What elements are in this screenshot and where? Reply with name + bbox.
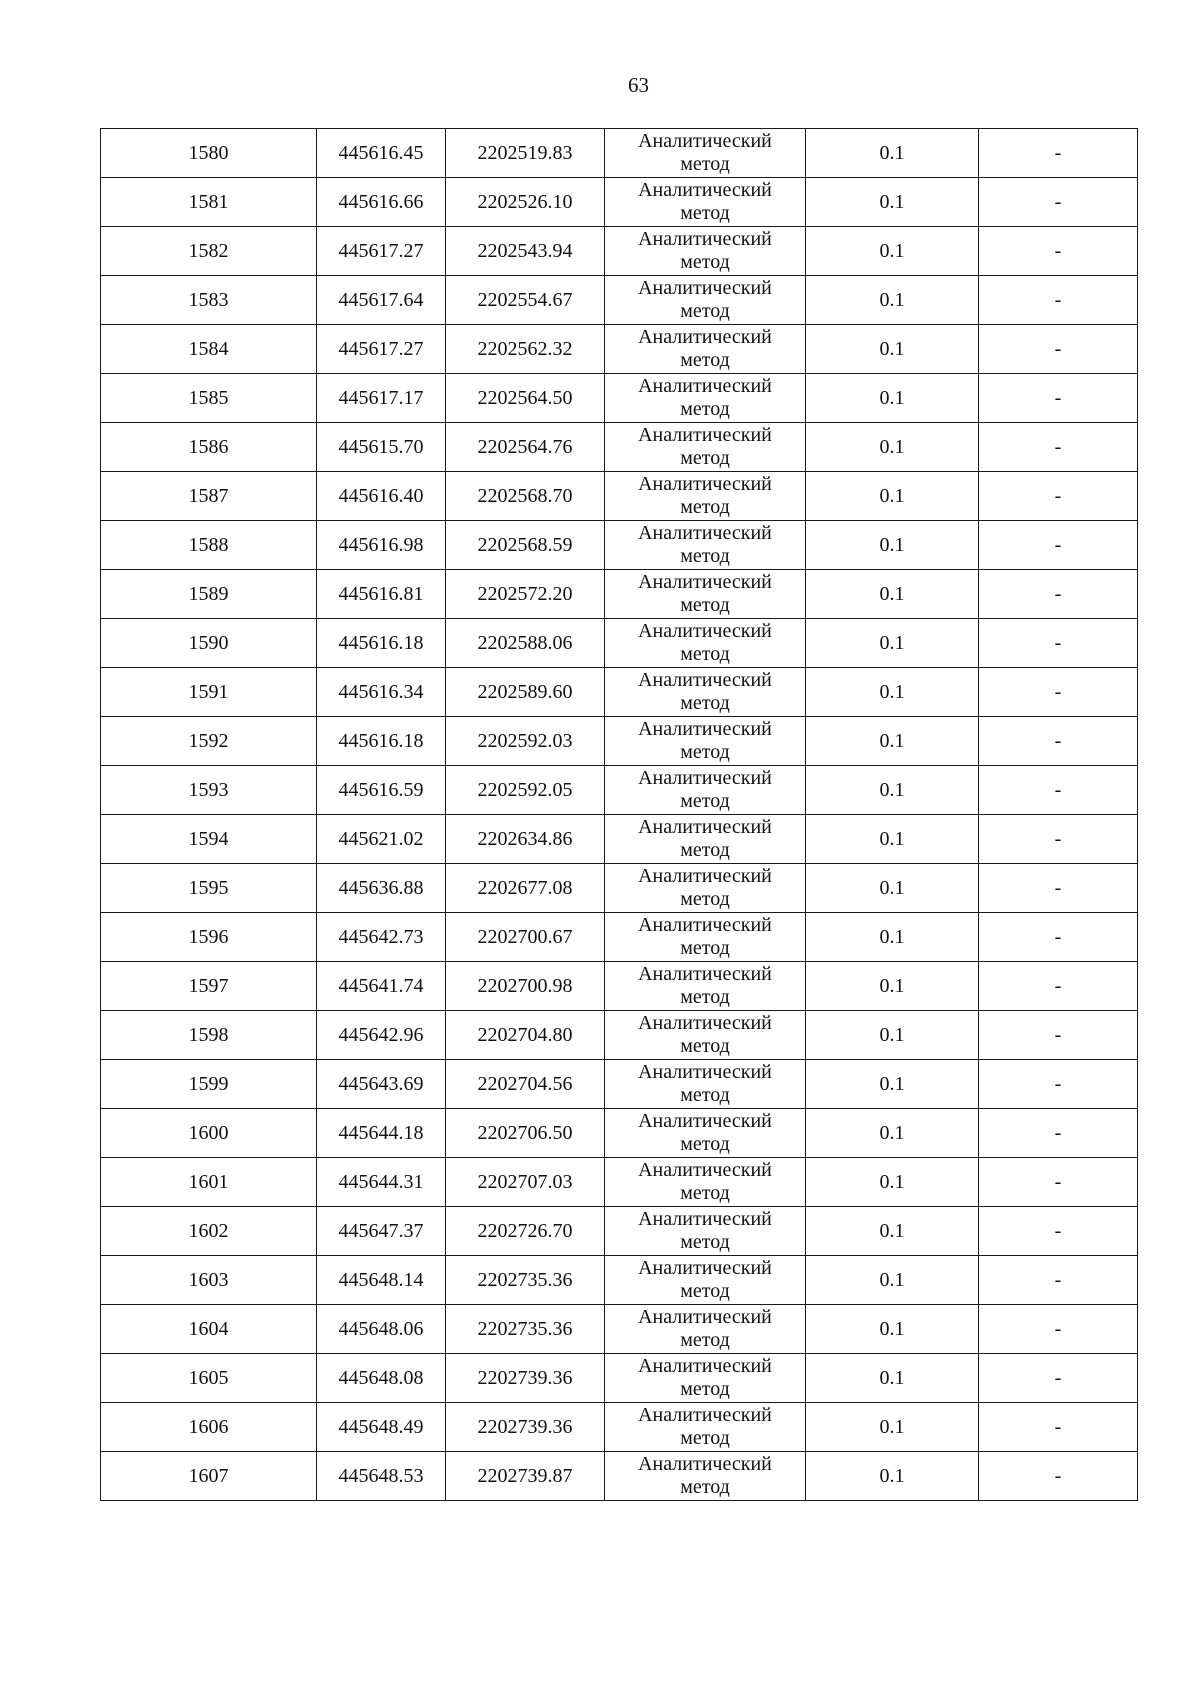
note-cell: - — [979, 1109, 1138, 1158]
note-cell: - — [979, 913, 1138, 962]
method-label-line1: Аналитический — [638, 375, 772, 397]
coordinate-x-cell: 445616.45 — [317, 129, 446, 178]
method-label-line1: Аналитический — [638, 130, 772, 152]
method-label-line2: метод — [680, 447, 730, 469]
coordinate-y-cell: 2202519.83 — [446, 129, 605, 178]
table-row — [101, 717, 1138, 766]
coordinate-x-cell: 445648.08 — [317, 1354, 446, 1403]
precision-cell: 0.1 — [806, 913, 979, 962]
method-cell — [605, 962, 806, 1011]
point-number-cell: 1582 — [101, 227, 317, 276]
method-label-line2: метод — [680, 888, 730, 910]
coordinate-y-cell: 2202634.86 — [446, 815, 605, 864]
table-row — [101, 521, 1138, 570]
note-cell: - — [979, 276, 1138, 325]
note-cell: - — [979, 1158, 1138, 1207]
method-cell — [605, 1452, 806, 1501]
point-number-cell: 1587 — [101, 472, 317, 521]
point-number-cell: 1595 — [101, 864, 317, 913]
coordinates-table — [100, 128, 1138, 1501]
coordinate-x-cell: 445617.27 — [317, 227, 446, 276]
coordinate-x-cell: 445621.02 — [317, 815, 446, 864]
method-label-line2: метод — [680, 594, 730, 616]
table-row — [101, 864, 1138, 913]
coordinate-x-cell: 445644.31 — [317, 1158, 446, 1207]
table-row — [101, 472, 1138, 521]
method-label-line1: Аналитический — [638, 1257, 772, 1279]
method-label-line1: Аналитический — [638, 571, 772, 593]
method-label-line1: Аналитический — [638, 277, 772, 299]
method-label-line2: метод — [680, 790, 730, 812]
coordinate-y-cell: 2202526.10 — [446, 178, 605, 227]
coordinate-y-cell: 2202706.50 — [446, 1109, 605, 1158]
method-label-line1: Аналитический — [638, 1061, 772, 1083]
coordinates-table-body — [101, 129, 1138, 1501]
note-cell: - — [979, 1354, 1138, 1403]
note-cell: - — [979, 864, 1138, 913]
method-label-line1: Аналитический — [638, 914, 772, 936]
coordinate-y-cell: 2202564.50 — [446, 374, 605, 423]
method-label-line1: Аналитический — [638, 718, 772, 740]
method-label-line2: метод — [680, 202, 730, 224]
coordinate-y-cell: 2202739.36 — [446, 1354, 605, 1403]
point-number-cell: 1584 — [101, 325, 317, 374]
table-row — [101, 1207, 1138, 1256]
method-label-line1: Аналитический — [638, 1110, 772, 1132]
method-label-line1: Аналитический — [638, 424, 772, 446]
coordinate-x-cell: 445643.69 — [317, 1060, 446, 1109]
method-cell — [605, 521, 806, 570]
coordinate-y-cell: 2202543.94 — [446, 227, 605, 276]
precision-cell: 0.1 — [806, 1305, 979, 1354]
table-row — [101, 766, 1138, 815]
point-number-cell: 1594 — [101, 815, 317, 864]
point-number-cell: 1589 — [101, 570, 317, 619]
coordinate-x-cell: 445617.64 — [317, 276, 446, 325]
table-row — [101, 227, 1138, 276]
table-row — [101, 619, 1138, 668]
table-row — [101, 374, 1138, 423]
coordinate-x-cell: 445617.17 — [317, 374, 446, 423]
method-cell — [605, 570, 806, 619]
method-label-line1: Аналитический — [638, 1355, 772, 1377]
precision-cell: 0.1 — [806, 521, 979, 570]
note-cell: - — [979, 1060, 1138, 1109]
coordinate-y-cell: 2202588.06 — [446, 619, 605, 668]
method-label-line1: Аналитический — [638, 228, 772, 250]
note-cell: - — [979, 962, 1138, 1011]
coordinate-x-cell: 445616.81 — [317, 570, 446, 619]
coordinate-y-cell: 2202572.20 — [446, 570, 605, 619]
point-number-cell: 1581 — [101, 178, 317, 227]
table-row — [101, 668, 1138, 717]
method-label-line2: метод — [680, 692, 730, 714]
method-label-line2: метод — [680, 251, 730, 273]
note-cell: - — [979, 227, 1138, 276]
coordinate-y-cell: 2202704.56 — [446, 1060, 605, 1109]
method-label-line1: Аналитический — [638, 326, 772, 348]
precision-cell: 0.1 — [806, 325, 979, 374]
coordinate-y-cell: 2202739.87 — [446, 1452, 605, 1501]
coordinate-y-cell: 2202726.70 — [446, 1207, 605, 1256]
coordinate-x-cell: 445648.06 — [317, 1305, 446, 1354]
point-number-cell: 1602 — [101, 1207, 317, 1256]
method-label-line2: метод — [680, 1231, 730, 1253]
coordinate-y-cell: 2202700.98 — [446, 962, 605, 1011]
table-row — [101, 1354, 1138, 1403]
coordinate-y-cell: 2202700.67 — [446, 913, 605, 962]
point-number-cell: 1586 — [101, 423, 317, 472]
method-label-line2: метод — [680, 1427, 730, 1449]
coordinate-y-cell: 2202568.70 — [446, 472, 605, 521]
method-label-line2: метод — [680, 300, 730, 322]
coordinate-x-cell: 445636.88 — [317, 864, 446, 913]
precision-cell: 0.1 — [806, 570, 979, 619]
precision-cell: 0.1 — [806, 1011, 979, 1060]
method-label-line2: метод — [680, 398, 730, 420]
note-cell: - — [979, 129, 1138, 178]
coordinate-y-cell: 2202568.59 — [446, 521, 605, 570]
coordinate-x-cell: 445641.74 — [317, 962, 446, 1011]
point-number-cell: 1601 — [101, 1158, 317, 1207]
coordinate-y-cell: 2202735.36 — [446, 1305, 605, 1354]
precision-cell: 0.1 — [806, 276, 979, 325]
precision-cell: 0.1 — [806, 423, 979, 472]
coordinate-y-cell: 2202735.36 — [446, 1256, 605, 1305]
point-number-cell: 1596 — [101, 913, 317, 962]
method-label-line2: метод — [680, 839, 730, 861]
method-label-line2: метод — [680, 153, 730, 175]
precision-cell: 0.1 — [806, 1256, 979, 1305]
precision-cell: 0.1 — [806, 1060, 979, 1109]
method-cell — [605, 129, 806, 178]
precision-cell: 0.1 — [806, 717, 979, 766]
table-row — [101, 1305, 1138, 1354]
method-cell — [605, 472, 806, 521]
table-row — [101, 129, 1138, 178]
method-label-line2: метод — [680, 1280, 730, 1302]
method-label-line1: Аналитический — [638, 669, 772, 691]
coordinate-x-cell: 445615.70 — [317, 423, 446, 472]
method-label-line2: метод — [680, 986, 730, 1008]
method-cell — [605, 1305, 806, 1354]
point-number-cell: 1591 — [101, 668, 317, 717]
method-cell — [605, 1256, 806, 1305]
point-number-cell: 1585 — [101, 374, 317, 423]
method-cell — [605, 423, 806, 472]
method-label-line1: Аналитический — [638, 620, 772, 642]
table-row — [101, 276, 1138, 325]
note-cell: - — [979, 1305, 1138, 1354]
coordinate-x-cell: 445616.18 — [317, 619, 446, 668]
coordinate-x-cell: 445616.18 — [317, 717, 446, 766]
method-cell — [605, 717, 806, 766]
coordinate-x-cell: 445616.34 — [317, 668, 446, 717]
note-cell: - — [979, 717, 1138, 766]
point-number-cell: 1598 — [101, 1011, 317, 1060]
method-label-line2: метод — [680, 1182, 730, 1204]
table-row — [101, 815, 1138, 864]
precision-cell: 0.1 — [806, 374, 979, 423]
table-row — [101, 1403, 1138, 1452]
coordinate-y-cell: 2202592.03 — [446, 717, 605, 766]
page-number: 63 — [628, 73, 649, 97]
coordinate-y-cell: 2202592.05 — [446, 766, 605, 815]
method-cell — [605, 276, 806, 325]
point-number-cell: 1597 — [101, 962, 317, 1011]
table-row — [101, 570, 1138, 619]
method-label-line1: Аналитический — [638, 522, 772, 544]
note-cell: - — [979, 1256, 1138, 1305]
method-cell — [605, 1354, 806, 1403]
method-label-line2: метод — [680, 545, 730, 567]
coordinate-x-cell: 445617.27 — [317, 325, 446, 374]
precision-cell: 0.1 — [806, 129, 979, 178]
precision-cell: 0.1 — [806, 668, 979, 717]
precision-cell: 0.1 — [806, 815, 979, 864]
method-label-line1: Аналитический — [638, 473, 772, 495]
method-label-line1: Аналитический — [638, 179, 772, 201]
coordinate-x-cell: 445648.14 — [317, 1256, 446, 1305]
table-row — [101, 1158, 1138, 1207]
table-row — [101, 1109, 1138, 1158]
method-label-line1: Аналитический — [638, 963, 772, 985]
precision-cell: 0.1 — [806, 1403, 979, 1452]
note-cell: - — [979, 325, 1138, 374]
method-cell — [605, 1403, 806, 1452]
precision-cell: 0.1 — [806, 1354, 979, 1403]
coordinate-y-cell: 2202707.03 — [446, 1158, 605, 1207]
precision-cell: 0.1 — [806, 962, 979, 1011]
method-label-line1: Аналитический — [638, 816, 772, 838]
method-label-line2: метод — [680, 937, 730, 959]
table-row — [101, 1256, 1138, 1305]
coordinate-y-cell: 2202704.80 — [446, 1011, 605, 1060]
method-label-line2: метод — [680, 1476, 730, 1498]
note-cell: - — [979, 1452, 1138, 1501]
coordinate-y-cell: 2202677.08 — [446, 864, 605, 913]
method-label-line2: метод — [680, 741, 730, 763]
note-cell: - — [979, 423, 1138, 472]
note-cell: - — [979, 521, 1138, 570]
coordinate-x-cell: 445648.53 — [317, 1452, 446, 1501]
note-cell: - — [979, 374, 1138, 423]
precision-cell: 0.1 — [806, 1207, 979, 1256]
method-label-line2: метод — [680, 1035, 730, 1057]
point-number-cell: 1590 — [101, 619, 317, 668]
point-number-cell: 1580 — [101, 129, 317, 178]
method-label-line2: метод — [680, 349, 730, 371]
coordinate-x-cell: 445642.73 — [317, 913, 446, 962]
coordinate-x-cell: 445616.66 — [317, 178, 446, 227]
method-label-line1: Аналитический — [638, 865, 772, 887]
point-number-cell: 1588 — [101, 521, 317, 570]
table-row — [101, 1011, 1138, 1060]
point-number-cell: 1603 — [101, 1256, 317, 1305]
precision-cell: 0.1 — [806, 864, 979, 913]
method-cell — [605, 619, 806, 668]
point-number-cell: 1605 — [101, 1354, 317, 1403]
method-cell — [605, 766, 806, 815]
note-cell: - — [979, 815, 1138, 864]
note-cell: - — [979, 1011, 1138, 1060]
precision-cell: 0.1 — [806, 227, 979, 276]
method-label-line1: Аналитический — [638, 1208, 772, 1230]
method-cell — [605, 227, 806, 276]
table-row — [101, 962, 1138, 1011]
method-label-line2: метод — [680, 1084, 730, 1106]
coordinate-x-cell: 445644.18 — [317, 1109, 446, 1158]
table-row — [101, 1452, 1138, 1501]
note-cell: - — [979, 472, 1138, 521]
point-number-cell: 1600 — [101, 1109, 317, 1158]
precision-cell: 0.1 — [806, 178, 979, 227]
method-label-line2: метод — [680, 1133, 730, 1155]
method-cell — [605, 815, 806, 864]
note-cell: - — [979, 178, 1138, 227]
coordinate-y-cell: 2202564.76 — [446, 423, 605, 472]
method-cell — [605, 178, 806, 227]
coordinate-y-cell: 2202739.36 — [446, 1403, 605, 1452]
point-number-cell: 1583 — [101, 276, 317, 325]
coordinate-x-cell: 445648.49 — [317, 1403, 446, 1452]
method-label-line2: метод — [680, 1378, 730, 1400]
table-row — [101, 325, 1138, 374]
method-cell — [605, 864, 806, 913]
coordinate-x-cell: 445647.37 — [317, 1207, 446, 1256]
method-label-line1: Аналитический — [638, 1012, 772, 1034]
precision-cell: 0.1 — [806, 472, 979, 521]
point-number-cell: 1599 — [101, 1060, 317, 1109]
method-label-line2: метод — [680, 1329, 730, 1351]
method-cell — [605, 1207, 806, 1256]
method-label-line1: Аналитический — [638, 1159, 772, 1181]
point-number-cell: 1593 — [101, 766, 317, 815]
coordinate-x-cell: 445616.59 — [317, 766, 446, 815]
note-cell: - — [979, 570, 1138, 619]
note-cell: - — [979, 619, 1138, 668]
point-number-cell: 1607 — [101, 1452, 317, 1501]
coordinate-y-cell: 2202562.32 — [446, 325, 605, 374]
precision-cell: 0.1 — [806, 1452, 979, 1501]
method-cell — [605, 668, 806, 717]
coordinate-x-cell: 445616.98 — [317, 521, 446, 570]
method-label-line2: метод — [680, 643, 730, 665]
note-cell: - — [979, 766, 1138, 815]
precision-cell: 0.1 — [806, 1158, 979, 1207]
coordinate-y-cell: 2202589.60 — [446, 668, 605, 717]
method-cell — [605, 1011, 806, 1060]
note-cell: - — [979, 668, 1138, 717]
precision-cell: 0.1 — [806, 1109, 979, 1158]
method-label-line1: Аналитический — [638, 1404, 772, 1426]
method-label-line1: Аналитический — [638, 767, 772, 789]
note-cell: - — [979, 1207, 1138, 1256]
method-cell — [605, 1158, 806, 1207]
point-number-cell: 1592 — [101, 717, 317, 766]
method-cell — [605, 913, 806, 962]
precision-cell: 0.1 — [806, 619, 979, 668]
point-number-cell: 1604 — [101, 1305, 317, 1354]
method-label-line1: Аналитический — [638, 1306, 772, 1328]
precision-cell: 0.1 — [806, 766, 979, 815]
table-row — [101, 178, 1138, 227]
method-cell — [605, 1109, 806, 1158]
point-number-cell: 1606 — [101, 1403, 317, 1452]
method-label-line2: метод — [680, 496, 730, 518]
method-label-line1: Аналитический — [638, 1453, 772, 1475]
table-row — [101, 1060, 1138, 1109]
method-cell — [605, 1060, 806, 1109]
coordinate-y-cell: 2202554.67 — [446, 276, 605, 325]
coordinate-x-cell: 445642.96 — [317, 1011, 446, 1060]
table-row — [101, 913, 1138, 962]
method-cell — [605, 325, 806, 374]
note-cell: - — [979, 1403, 1138, 1452]
method-cell — [605, 374, 806, 423]
table-row — [101, 423, 1138, 472]
coordinate-x-cell: 445616.40 — [317, 472, 446, 521]
